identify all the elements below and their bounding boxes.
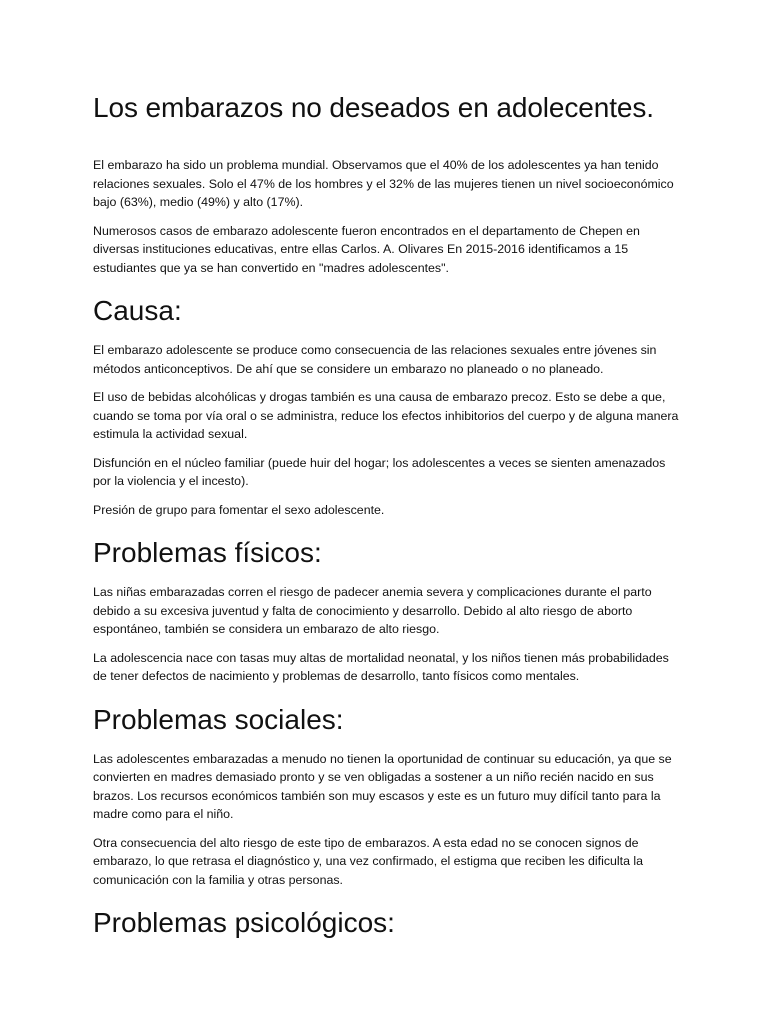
section-heading-problemas-fisicos: Problemas físicos: — [93, 537, 322, 568]
intro-paragraph: El embarazo ha sido un problema mundial. Observamos que el 40% de los adolescentes ya han tenido relaciones sexuales. Solo el 47% de los hombres y el 32% de las mujeres tienen un nivel socioeconómico bajo (63%), medio (49%) y alto (17%). — [93, 158, 674, 209]
section-paragraph: Disfunción en el núcleo familiar (puede huir del hogar; los adolescentes a veces se sienten amenazados por la violencia y el incesto). — [93, 455, 666, 488]
section-paragraph: El embarazo adolescente se produce como consecuencia de las relaciones sexuales entre jóvenes sin métodos anticonceptivos. De ahí que se considere un embarazo no planeado o no planeado. — [93, 343, 657, 376]
section-heading-problemas-sociales: Problemas sociales: — [93, 703, 344, 735]
section-paragraph: La adolescencia nace con tasas muy altas de mortalidad neonatal, y los niños tienen más probabilidades de tener defectos de nacimiento y problemas de desarrollo, tanto físicos como mentales. — [93, 650, 669, 683]
section-paragraph: Presión de grupo para fomentar el sexo adolescente. — [93, 502, 385, 517]
section-paragraph: Las adolescentes embarazadas a menudo no tienen la oportunidad de continuar su educación, ya que se convierten en madres demasiado pronto y se ven obligadas a sostener a un niño recién nacido en sus brazos. Los recursos económicos también son muy escasos y este es un futuro muy difícil tanto para la madre como para el niño. — [93, 751, 672, 821]
intro-paragraph: Numerosos casos de embarazo adolescente fueron encontrados en el departamento de Chepen en diversas instituciones educativas, entre ellas Carlos. A. Olivares En 2015-2016 identificamos a 15 estudiantes que ya se han convertido en "madres adolescentes". — [93, 223, 640, 275]
document-page — [93, 90, 683, 953]
section-paragraph: Las niñas embarazadas corren el riesgo de padecer anemia severa y complicaciones durante el parto debido a su excesiva juventud y falta de conocimiento y desarrollo. Debido al alto riesgo de aborto espontáneo, también se considera un embarazo de alto riesgo. — [93, 585, 652, 636]
section-heading-problemas-psicologicos: Problemas psicológicos: — [93, 907, 395, 938]
document-title: Los embarazos no deseados en adolecentes. — [93, 92, 654, 123]
section-heading-causa: Causa: — [93, 295, 182, 326]
section-paragraph: Otra consecuencia del alto riesgo de este tipo de embarazos. A esta edad no se conocen signos de embarazo, lo que retrasa el diagnóstico y, una vez confirmado, el estigma que reciben les dificulta la comunicación con la familia y otras personas. — [93, 835, 644, 887]
section-paragraph: El uso de bebidas alcohólicas y drogas también es una causa de embarazo precoz. Esto se debe a que, cuando se toma por vía oral o se administra, reduce los efectos inhibitorios del cuerpo y de alguna manera estimula la actividad sexual. — [93, 390, 679, 441]
